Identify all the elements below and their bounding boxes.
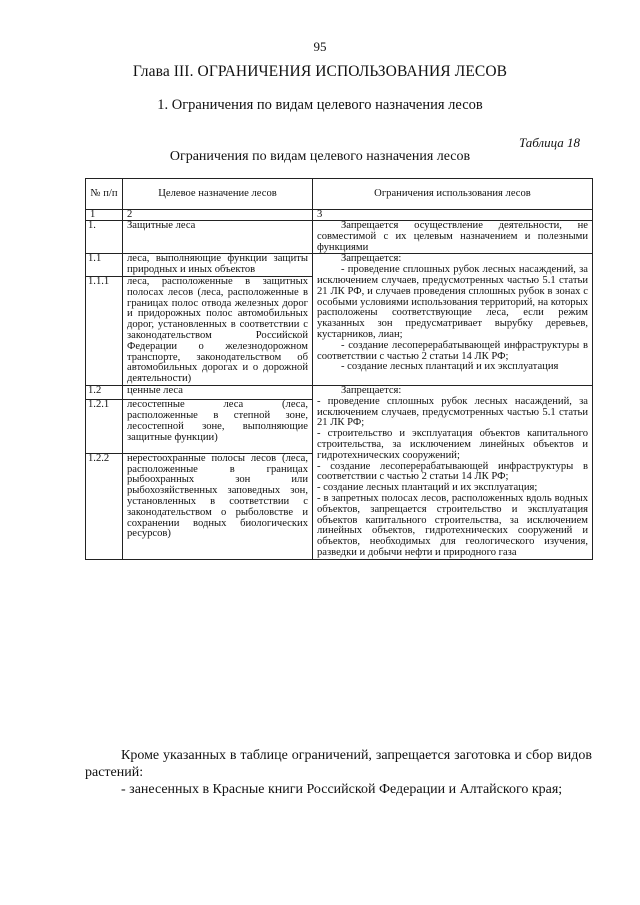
restriction-line: - проведение сплошных рубок лесных насаждений, за исключением случаев, предусмотренных частью 5.1 статьи 21 ЛК РФ; xyxy=(317,395,588,429)
column-number-row xyxy=(86,210,593,221)
restrictions-table xyxy=(85,178,593,560)
row-restriction: Запрещается осуществление деятельности, не совместимой с их целевым назначением и полезными функциями xyxy=(313,221,593,254)
row-number: 1.2 xyxy=(86,385,123,399)
row-purpose: леса, выполняющие функции защиты природных и иных объектов xyxy=(123,254,313,277)
header-purpose: Целевое назначение лесов xyxy=(123,179,313,210)
chapter-title: Глава III. ОГРАНИЧЕНИЯ ИСПОЛЬЗОВАНИЯ ЛЕСОВ xyxy=(132,63,508,80)
column-number: 1 xyxy=(86,210,123,221)
header-restrictions: Ограничения использования лесов xyxy=(313,179,593,210)
restriction-line: Запрещается: xyxy=(341,253,402,265)
section-title: 1. Ограничения по видам целевого назначения лесов xyxy=(157,97,483,113)
row-purpose: Защитные леса xyxy=(123,221,313,254)
restriction-line: - создание лесоперерабатывающей инфраструктуры в соответствии с частью 2 статьи 14 ЛК РФ; xyxy=(317,460,588,483)
restriction-line: - создание лесных плантаций и их эксплуатация xyxy=(341,361,559,373)
row-number: 1.2.2 xyxy=(86,453,123,559)
restriction-line: - создание лесоперерабатывающей инфраструктуры в соответствии с частью 2 статьи 14 ЛК РФ; xyxy=(317,339,588,362)
column-number: 3 xyxy=(313,210,593,221)
row-number: 1. xyxy=(86,221,123,254)
row-purpose: ценные леса xyxy=(123,385,313,399)
table-row xyxy=(86,221,593,254)
column-number: 2 xyxy=(123,210,313,221)
table-row xyxy=(86,254,593,277)
table-label: Таблица 18 xyxy=(518,135,580,150)
row-number: 1.2.1 xyxy=(86,400,123,454)
row-purpose: лесостепные леса (леса, расположенные в степной зоне, лесостепной зоне, выполняющие защитные функции) xyxy=(123,400,313,454)
restriction-line: - проведение сплошных рубок лесных насаждений, за исключением случаев, предусмотренных частью 5.1 статьи 21 ЛК РФ, и случаев проведения сплошных рубок в зонах с особыми условиями использования территорий, на которых расположены соответствующие леса, если режим указанных зон предусматривает вырубку деревьев, кустарников, лиан; xyxy=(317,264,588,340)
table-row xyxy=(86,385,593,399)
row-number: 1.1.1 xyxy=(86,276,123,385)
row-number: 1.1 xyxy=(86,254,123,277)
table-caption: Ограничения по видам целевого назначения лесов xyxy=(169,149,471,164)
restriction-line: Запрещается: xyxy=(341,384,402,396)
row-purpose: леса, расположенные в защитных полосах лесов (леса, расположенные в границах полос отвода железных дорог и придорожных полос автомобильных дорог, установленных в соответствии с законодательством Российской Федерации о железнодорожном транспорте, законодательством об автомобильных дорогах и о дорожной деятельности) xyxy=(123,276,313,385)
restriction-line: - строительство и эксплуатация объектов капитального строительства, за исключением линейных объектов и гидротехнических сооружений; xyxy=(317,428,588,461)
header-number: № п/п xyxy=(86,179,123,210)
row-purpose: нерестоохранные полосы лесов (леса, расположенные в границах рыбоохранных зон или рыбохозяйственных заповедных зон, установленных в соответствии с законодательством о рыболовстве и сохранении водных биологических ресурсов) xyxy=(123,453,313,559)
group1-restrictions-cell xyxy=(313,254,593,386)
body-paragraph: - занесенных в Красные книги Российской Федерации и Алтайского края; xyxy=(121,782,563,797)
group2-restrictions-cell xyxy=(313,385,593,559)
page-number: 95 xyxy=(313,39,327,54)
restriction-line: - в запретных полосах лесов, расположенных вдоль водных объектов, запрещается строительство и эксплуатация объектов капитального строительства, за исключением линейных объектов, гидротехнических сооружений и объектов, необходимых для геологического изучения, разведки и добычи нефти и природного газа xyxy=(317,492,588,558)
restriction-line: - создание лесных плантаций и их эксплуатация; xyxy=(317,482,538,494)
body-paragraph: Кроме указанных в таблице ограничений, запрещается заготовка и сбор видов растений: xyxy=(85,748,592,780)
table-header-row xyxy=(86,179,593,210)
